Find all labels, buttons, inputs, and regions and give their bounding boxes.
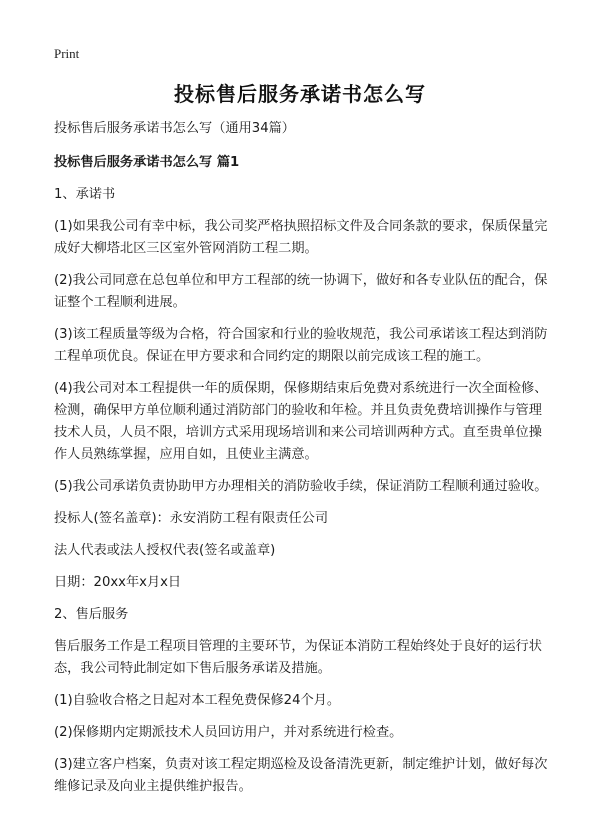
- document-subtitle: 投标售后服务承诺书怎么写（通用34篇）: [54, 121, 295, 136]
- section-2-intro: 售后服务工作是工程项目管理的主要环节，为保证本消防工程始终处于良好的运行状态，我公司特此制定如下售后服务承诺及措施。: [54, 639, 542, 676]
- bidder-signature-line: 投标人(签名盖章)：永安消防工程有限责任公司: [54, 511, 329, 526]
- legal-representative-line: 法人代表或法人授权代表(签名或盖章): [54, 543, 276, 558]
- chapter-heading: 投标售后服务承诺书怎么写 篇1: [54, 155, 240, 170]
- section-2-heading: 2、售后服务: [54, 607, 129, 622]
- print-label[interactable]: Print: [54, 46, 80, 61]
- date-line: 日期：20xx年x月x日: [54, 575, 182, 590]
- section-1-heading: 1、承诺书: [54, 187, 116, 202]
- paragraph-item: (3)该工程质量等级为合格，符合国家和行业的验收规范，我公司承诺该工程达到消防工程单项优良。保证在甲方要求和合同约定的期限以前完成该工程的施工。: [54, 327, 548, 364]
- paragraph-item: (4)我公司对本工程提供一年的质保期，保修期结束后免费对系统进行一次全面检修、检测，确保甲方单位顺利通过消防部门的验收和年检。并且负责免费培训操作与管理技术人员，人员不限，培训方式采用现场培训和来公司培训两种方式。直至贵单位操作人员熟练掌握，应用自如，且使业主满意。: [54, 381, 548, 462]
- page-title: 投标售后服务承诺书怎么写: [174, 82, 426, 106]
- paragraph-item: (2)保修期内定期派技术人员回访用户，并对系统进行检查。: [54, 725, 403, 740]
- paragraph-item: (2)我公司同意在总包单位和甲方工程部的统一协调下，做好和各专业队伍的配合，保证整个工程顺利进展。: [54, 273, 548, 310]
- paragraph-item: (5)我公司承诺负责协助甲方办理相关的消防验收手续，保证消防工程顺利通过验收。: [54, 479, 548, 494]
- paragraph-item: (1)如果我公司有幸中标，我公司奖严格执照招标文件及合同条款的要求，保质保量完成好大柳塔北区三区室外管网消防工程二期。: [54, 219, 548, 256]
- paragraph-item: (3)建立客户档案，负责对该工程定期巡检及设备清洗更新，制定维护计划，做好每次维修记录及向业主提供维护报告。: [54, 757, 548, 794]
- paragraph-item: (1)自验收合格之日起对本工程免费保修24个月。: [54, 693, 341, 708]
- document-body: [54, 118, 552, 808]
